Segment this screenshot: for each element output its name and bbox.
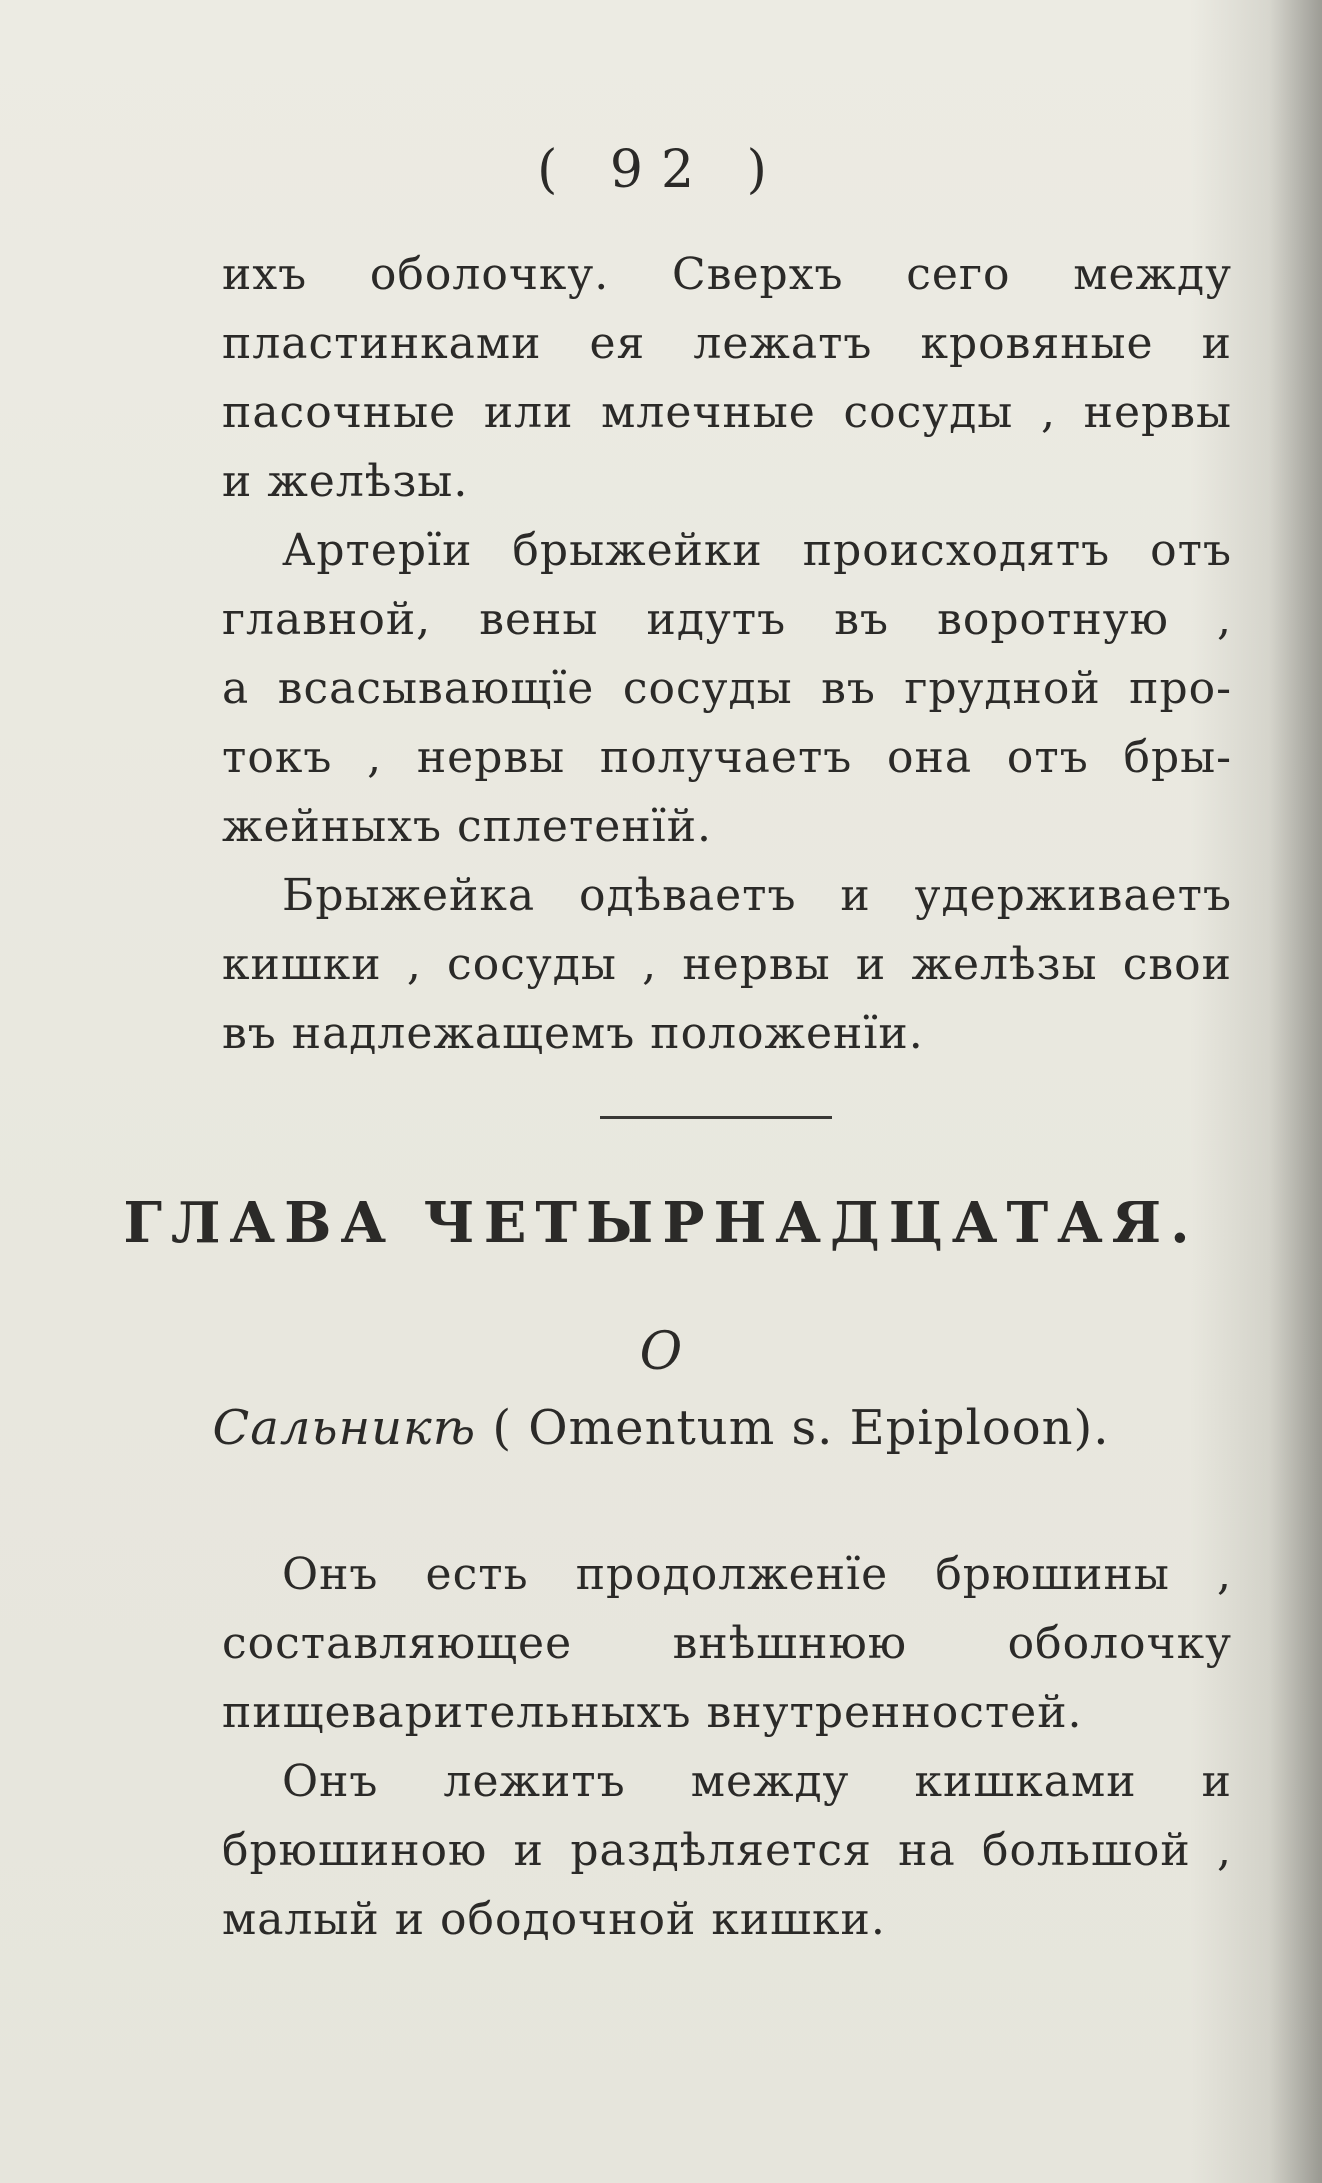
text-line: Онъ лежитъ между кишками и (282, 1756, 1232, 1807)
text-line: брюшиною и раздѣляется на большой , (222, 1825, 1232, 1876)
chapter-title: ГЛАВА ЧЕТЫРНАДЦАТАЯ. (123, 1190, 1199, 1256)
chapter-subtitle-latin: ( Omentum s. Epiploon). (476, 1400, 1110, 1456)
text-line: малый и ободочной кишки. (222, 1894, 886, 1945)
text-line: кишки , сосуды , нервы и желѣзы свои (222, 939, 1232, 990)
body-text-top (222, 240, 1232, 1068)
text-line: въ надлежащемъ положенїи. (222, 1008, 924, 1059)
text-line: ихъ оболочку. Сверхъ сего между (222, 249, 1232, 300)
text-line: пластинками ея лежатъ кровяные и (222, 318, 1232, 369)
chapter-preposition: О (639, 1322, 683, 1382)
text-line: жейныхъ сплетенїй. (222, 801, 713, 852)
page-number: ( 92 ) (537, 140, 785, 200)
paragraph (222, 516, 1232, 861)
text-line: Онъ есть продолженїе брюшины , (282, 1549, 1232, 1600)
text-line: а всасывающїе сосуды въ грудной про- (222, 663, 1232, 714)
chapter-subtitle-russian: Сальникѣ (212, 1400, 477, 1456)
text-line: составляющее внѣшнюю оболочку (222, 1618, 1232, 1669)
paragraph (222, 1540, 1232, 1747)
paragraph (222, 240, 1232, 516)
body-text-bottom (222, 1540, 1232, 1954)
text-line: пищеварительныхъ внутренностей. (222, 1687, 1083, 1738)
text-line: Брыжейка одѣваетъ и удерживаетъ (282, 870, 1232, 921)
text-line: главной, вены идутъ въ воротную , (222, 594, 1232, 645)
chapter-subtitle (0, 1400, 1322, 1456)
section-divider (600, 1116, 832, 1119)
text-line: токъ , нервы получаетъ она отъ бры- (222, 732, 1232, 783)
text-line: и желѣзы. (222, 456, 469, 507)
text-line: пасочные или млечные сосуды , нервы (222, 387, 1232, 438)
paragraph (222, 1747, 1232, 1954)
text-line: Артерїи брыжейки происходятъ отъ (282, 525, 1232, 576)
paragraph (222, 861, 1232, 1068)
